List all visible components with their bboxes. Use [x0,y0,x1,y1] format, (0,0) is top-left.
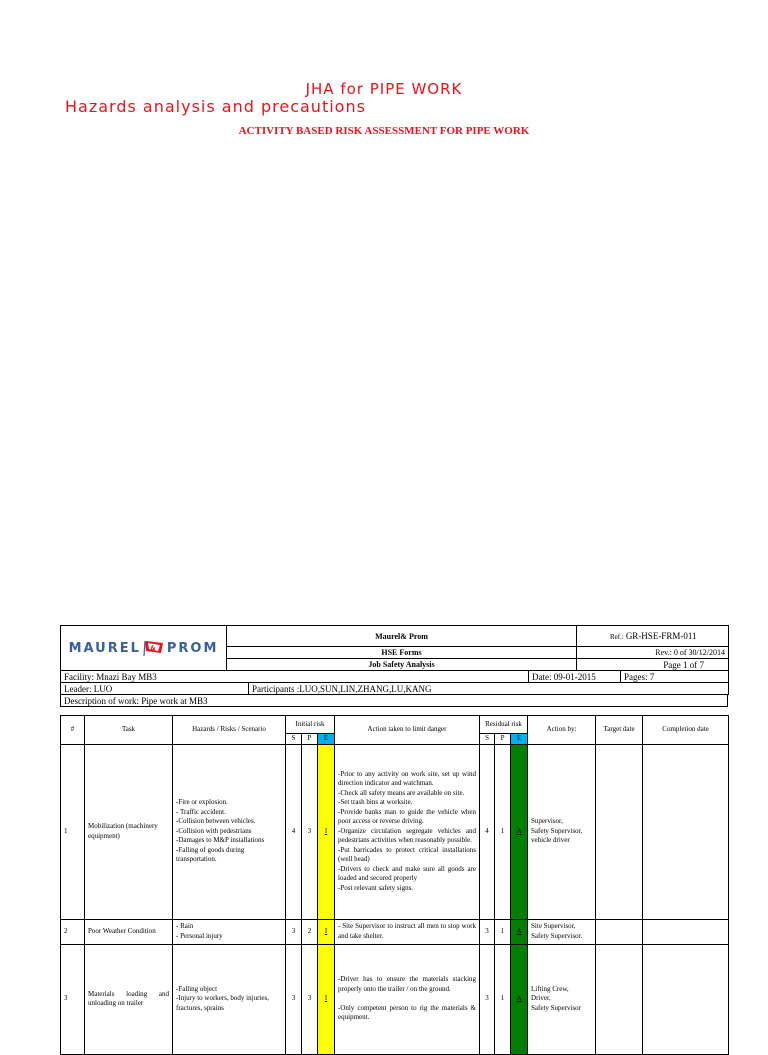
hse-forms: HSE Forms [227,647,577,659]
jsa-form [60,625,728,1055]
form-header [60,625,729,671]
row-init-s: 3 [286,944,302,1054]
row-init-s: 4 [286,744,302,919]
date: Date: 09-01-2015 [529,671,621,683]
row-init-e: I [318,919,335,944]
col-init-e: E [318,734,335,745]
row-res-s: 3 [480,919,495,944]
row-res-e: A [511,944,528,1054]
row-action-by: Site Supervisor, Safety Supervisor. [528,919,596,944]
row-res-p: 1 [495,944,511,1054]
title-jha: JHA for PIPE WORK [305,80,463,98]
row-target-date [596,944,643,1054]
ref-value: GR-HSE-FRM-011 [625,631,697,641]
row-completion-date [643,919,729,944]
row-target-date [596,919,643,944]
logo-text-left: MAUREL [68,640,141,656]
pages: Pages: 7 [621,671,729,683]
row-hazards: -Falling object -Injury to workers, body injuries, fractures, sprains [173,944,286,1054]
col-res-p: P [495,734,511,745]
row-completion-date [643,944,729,1054]
svg-text:&: & [150,645,158,652]
row-init-p: 3 [302,744,318,919]
col-action: Action taken to limit danger [335,716,480,745]
company-logo [64,640,223,656]
row-res-s: 3 [480,944,495,1054]
row-init-e: I [318,944,335,1054]
row-action: -Prior to any activity on work site, set up wind direction indicator and watchman. -Check all safety means are available on site. -Set trash bins at worksite. -Provide banks man to guide the vehicle when poor access or reverse driving. -Organize circulation segregate vehicles and pedestrians activities when reasonably possible. -Put barricades to protect critical installations (well head) -Drivers to check and make sure all goods are loaded and secured properly -Post relevant safety signs. [335,744,480,919]
row-res-e: A [511,744,528,919]
row-action: -Driver has to ensure the materials stacking properly onto the trailer / on the ground. -Only competent person to rig the materials & equipment. [335,944,480,1054]
logo-text-right: PROM [166,640,219,656]
row-init-p: 3 [302,944,318,1054]
row-init-e: I [318,744,335,919]
row-task: Materials loading and unloading on trailer [85,944,173,1054]
logo-cell [61,626,227,671]
table-row [61,944,729,1054]
page-cell: Page 1 of 7 [577,659,729,671]
row-task: Mobilization (machinery equipment) [85,744,173,919]
col-num: # [61,716,85,745]
col-init-s: S [286,734,302,745]
row-num: 3 [61,944,85,1054]
col-initial-risk: Initial risk [286,716,335,734]
company-name: Maurel& Prom [227,626,577,647]
row-init-p: 2 [302,919,318,944]
row-init-s: 3 [286,919,302,944]
title-hazards: Hazards analysis and precautions [65,97,366,116]
ref-cell [577,626,729,647]
row-action-by: Lifting Crew, Driver, Safety Supervisor [528,944,596,1054]
header-row [61,716,729,734]
col-action-by: Action by: [528,716,596,745]
row-res-p: 1 [495,919,511,944]
row-task: Poor Weather Condition [85,919,173,944]
col-task: Task [85,716,173,745]
flag-icon [143,640,165,656]
title-activity: ACTIVITY BASED RISK ASSESSMENT FOR PIPE WORK [238,125,530,137]
row-action-by: Supervisor, Safety Supervisor, vehicle driver [528,744,596,919]
jsa-title: Job Safety Analysis [227,659,577,671]
row-action: - Site Supervisor to instruct all men to stop work and take shelter. [335,919,480,944]
col-res-s: S [480,734,495,745]
description-table [60,694,728,707]
row-completion-date [643,744,729,919]
row-res-s: 4 [480,744,495,919]
col-res-e: E [511,734,528,745]
row-target-date [596,744,643,919]
col-residual-risk: Residual risk [480,716,528,734]
row-hazards: - Rain - Personal injury [173,919,286,944]
description: Description of work: Pipe work at MB3 [61,695,728,707]
participants: Participants :LUO,SUN,LIN,ZHANG,LU,KANG [249,683,729,695]
col-completion-date: Completion date [643,716,729,745]
rev-cell: Rev.: 0 of 30/12/2014 [577,647,729,659]
row-res-p: 1 [495,744,511,919]
row-res-e: A [511,919,528,944]
leader: Leader: LUO [61,683,249,695]
col-target-date: Target date [596,716,643,745]
col-init-p: P [302,734,318,745]
facility: Facility: Mnazi Bay MB3 [61,671,529,683]
row-hazards: -Fire or explosion. - Traffic accident. -Collision between vehicles. -Collision with pedestrians -Damages to M&P installations -Falling of goods during transportation. [173,744,286,919]
table-row [61,744,729,919]
col-hazards: Hazards / Risks / Scenario [173,716,286,745]
risk-table [60,715,729,1055]
ref-label: Ref.: [610,633,624,641]
row-num: 1 [61,744,85,919]
row-num: 2 [61,919,85,944]
table-row [61,919,729,944]
